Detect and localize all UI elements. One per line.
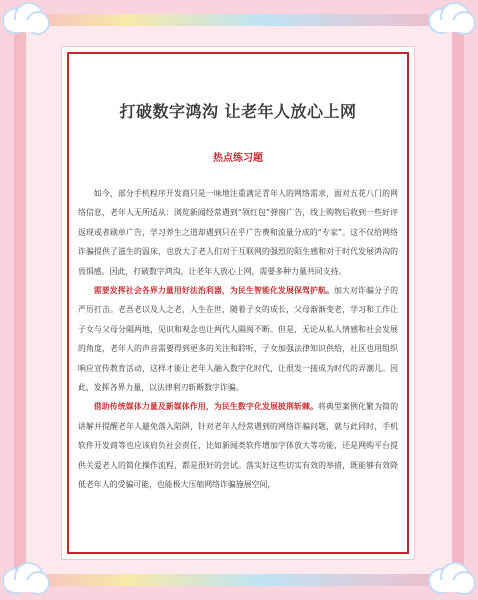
document-page [62, 47, 414, 559]
paragraph-highlight: 需要发挥社会各界力量用好法治利器，为民生智能化发展保驾护航。 [93, 286, 335, 296]
cloud-decoration-icon [430, 564, 474, 594]
document-body [78, 184, 398, 495]
paragraph-1 [78, 184, 398, 281]
paragraph-highlight: 借助传统媒体力量及新媒体作用，为民生数字化发展披荆斩棘。 [93, 402, 319, 412]
document-subtitle: 热点练习题 [213, 153, 263, 164]
paragraph-text: 将典型案例化繁为简的讲解并提醒老年人避免落入陷阱，针对老年人经常遇到的网络诈骗问题，就与此同时，手机软件开发商等也应该肩负社会责任，比如新闻类软件增加字体放大等功能，还是网购平台提供关爱老人的简化操作流程，都是很好的尝试。落实好这些切实有效的举措，既能够有效降低老年人的受骗可能，也能极大压缩网络诈骗施展空间， [78, 402, 398, 490]
cloud-decoration-icon [4, 564, 48, 594]
paragraph-text: 加大对诈骗分子的严厉打击。老吾老以及人之老，人生在世，随着子女的成长，父母渐渐变老，学习和工作让子女与父母分隔两地，见识和观念也让两代人隔阂不断。但是，无论从私人情感和社会发展的角度，老年人的声音需要得到更多的关注和聆听，子女加强法律知识供给，社区也用组织响应宣传教育活动，这样才能让老年人融入数字化时代，让很发一接成为时代的弄潮儿。因此，发挥各界力量，以法律利刃斩断数字诈骗。 [78, 286, 398, 393]
cloud-decoration-icon [430, 4, 474, 34]
document-content [78, 61, 398, 495]
paragraph-2 [78, 281, 398, 397]
paragraph-text: 如今，部分手机程序开发商只是一味地注重满足青年人的网络需求，面对五花八门的网络信息，老年人无所适从：浏览新闻经常遇到“领红包”弹窗广告，线上购物后收到一些好评返现或者刷单广告，学习养生之道却遇到只在乎广告费和流量分成的“专家”。这不仅给网络诈骗提供了滋生的温床，也放大了老人们对于互联网的强烈的陌生感和对于时代发展鸿沟的畏惧感。因此，打破数字鸿沟，让老年人放心上网，需要多种力量共同支持。 [78, 189, 398, 276]
cloud-decoration-icon [4, 4, 48, 34]
paragraph-3 [78, 397, 398, 494]
document-title: 打破数字鸿沟 让老年人放心上网 [119, 102, 357, 121]
